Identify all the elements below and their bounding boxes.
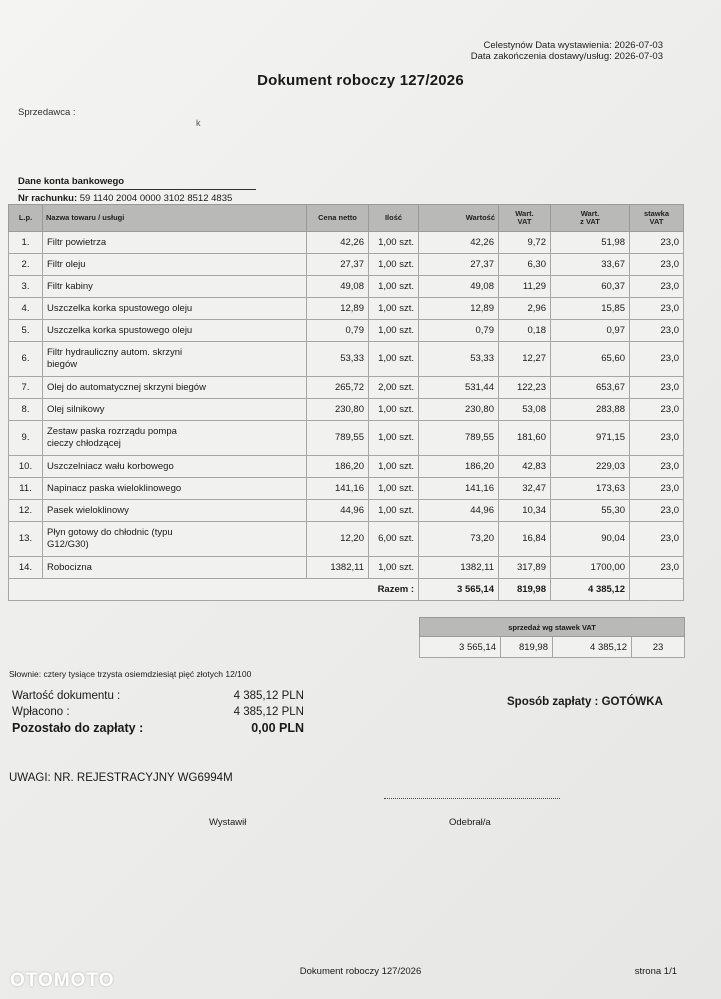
issued-by-label: Wystawił: [209, 817, 247, 828]
header-value: Wartość: [419, 205, 499, 232]
table-row: 3. Filtr kabiny 49,08 1,00 szt. 49,08 11,29 60,37 23,0: [9, 276, 684, 298]
table-row: 4. Uszczelka korka spustowego oleju 12,89 1,00 szt. 12,89 2,96 15,85 23,0: [9, 298, 684, 320]
vat-summary-table: [419, 617, 685, 658]
remarks: UWAGI: NR. REJESTRACYJNY WG6994M: [9, 772, 233, 784]
table-row: 13. Płyn gotowy do chłodnic (typu G12/G30) 12,20 6,00 szt. 73,20 16,84 90,04 23,0: [9, 522, 684, 557]
bank-account: [18, 193, 256, 204]
header-vat-value: Wart. VAT: [499, 205, 551, 232]
sum-row: [9, 579, 684, 601]
table-row: 10. Uszczelniacz wału korbowego 186,20 1,00 szt. 186,20 42,83 229,03 23,0: [9, 456, 684, 478]
vat-summary-row: [420, 637, 685, 658]
vat-summary-vat: 819,98: [501, 637, 553, 658]
sum-gross: 4 385,12: [551, 579, 630, 601]
issue-date: Celestynów Data wystawienia: 2026-07-03: [483, 40, 663, 51]
sum-value: 3 565,14: [419, 579, 499, 601]
paid-value: 4 385,12 PLN: [233, 706, 304, 718]
header-lp: L.p.: [9, 205, 43, 232]
table-row: 7. Olej do automatycznej skrzyni biegów 265,72 2,00 szt. 531,44 122,23 653,67 23,0: [9, 377, 684, 399]
table-row: 11. Napinacz paska wieloklinowego 141,16 1,00 szt. 141,16 32,47 173,63 23,0: [9, 478, 684, 500]
table-row: 8. Olej silnikowy 230,80 1,00 szt. 230,80 53,08 283,88 23,0: [9, 399, 684, 421]
doc-value: 4 385,12 PLN: [233, 690, 304, 702]
amount-in-words: Słownie: cztery tysiące trzysta osiemdziesiąt pięć złotych 12/100: [9, 669, 252, 679]
signature-line: [384, 798, 560, 799]
table-row: 9. Zestaw paska rozrządu pompa cieczy chłodzącej 789,55 1,00 szt. 789,55 181,60 971,15 23,0: [9, 421, 684, 456]
seller-mark: k: [196, 118, 201, 128]
vat-summary-rate: 23: [632, 637, 685, 658]
header-net-price: Cena netto: [307, 205, 369, 232]
bank-title: Dane konta bankowego: [18, 176, 256, 190]
header-gross-value: Wart. z VAT: [551, 205, 630, 232]
table-row: 2. Filtr oleju 27,37 1,00 szt. 27,37 6,30 33,67 23,0: [9, 254, 684, 276]
table-header-row: [9, 205, 684, 232]
vat-summary-header: sprzedaż wg stawek VAT: [420, 618, 685, 637]
account-number: 59 1140 2004 0000 3102 8512 4835: [79, 193, 233, 204]
footer-page-number: strona 1/1: [634, 966, 677, 977]
remaining-value: 0,00 PLN: [251, 721, 304, 735]
payment-method: Sposób zapłaty : GOTÓWKA: [507, 696, 663, 708]
received-by-label: Odebrał/a: [449, 817, 491, 828]
doc-value-row: Wartość dokumentu : 4 385,12 PLN: [12, 690, 304, 702]
header-vat-rate: stawka VAT: [630, 205, 684, 232]
header-qty: Ilość: [369, 205, 419, 232]
sum-vat: 819,98: [499, 579, 551, 601]
delivery-date: Data zakończenia dostawy/usług: 2026-07-03: [470, 51, 663, 62]
footer-doc-title: Dokument roboczy 127/2026: [299, 966, 422, 977]
totals-block: [12, 688, 304, 736]
vat-summary-gross: 4 385,12: [553, 637, 632, 658]
bank-account-block: [18, 176, 256, 204]
table-row: 14. Robocizna 1382,11 1,00 szt. 1382,11 317,89 1700,00 23,0: [9, 557, 684, 579]
vat-summary-value: 3 565,14: [420, 637, 501, 658]
table-row: 6. Filtr hydrauliczny autom. skrzyni biegów 53,33 1,00 szt. 53,33 12,27 65,60 23,0: [9, 342, 684, 377]
items-table: [8, 204, 684, 601]
paid-row: Wpłacono : 4 385,12 PLN: [12, 706, 304, 718]
header-name: Nazwa towaru / usługi: [43, 205, 307, 232]
issue-meta: [471, 40, 663, 62]
table-row: 5. Uszczelka korka spustowego oleju 0,79 1,00 szt. 0,79 0,18 0,97 23,0: [9, 320, 684, 342]
table-row: 12. Pasek wieloklinowy 44,96 1,00 szt. 44,96 10,34 55,30 23,0: [9, 500, 684, 522]
page-title: Dokument roboczy 127/2026: [257, 72, 464, 89]
watermark-logo: OTOMOTO: [10, 970, 115, 991]
account-label: Nr rachunku:: [18, 193, 78, 204]
remaining-row: Pozostało do zapłaty : 0,00 PLN: [12, 721, 304, 735]
sum-label: Razem :: [9, 579, 419, 601]
seller-label: Sprzedawca :: [18, 107, 76, 118]
table-row: 1. Filtr powietrza 42,26 1,00 szt. 42,26 9,72 51,98 23,0: [9, 232, 684, 254]
